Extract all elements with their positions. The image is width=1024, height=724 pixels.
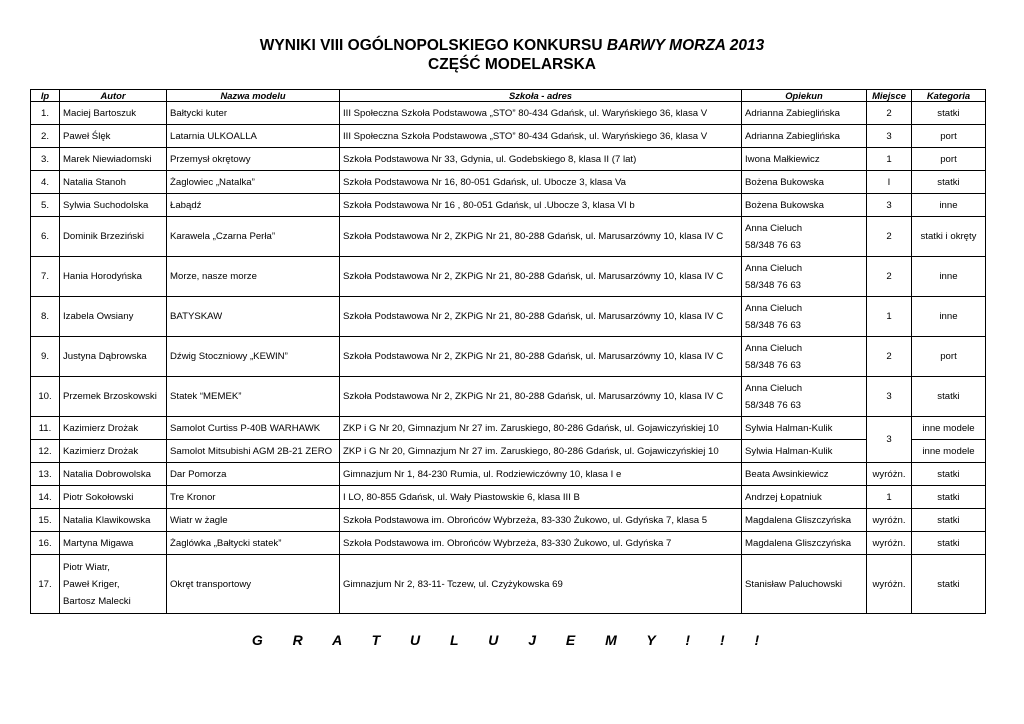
table-row (31, 417, 986, 440)
table-row (31, 440, 986, 463)
cell-miejsce: wyróżn. (867, 509, 912, 532)
cell-lp: 6. (31, 217, 60, 257)
cell-kategoria: statki (912, 555, 986, 614)
cell-model: Łabądź (167, 194, 340, 217)
cell-opiekun: Sylwia Halman-Kulik (742, 417, 867, 440)
cell-szkola: Szkoła Podstawowa im. Obrońców Wybrzeża, 83-330 Żukowo, ul. Gdyńska 7 (340, 532, 742, 555)
cell-model: Statek “MEMEK” (167, 377, 340, 417)
cell-kategoria: inne (912, 194, 986, 217)
cell-model: BATYSKAW (167, 297, 340, 337)
cell-opiekun: Adrianna Zabieglińska (742, 102, 867, 125)
table-row (31, 337, 986, 377)
cell-model: Dar Pomorza (167, 463, 340, 486)
cell-opiekun: Stanisław Paluchowski (742, 555, 867, 614)
cell-lp: 1. (31, 102, 60, 125)
opiekun-phone: 58/348 76 63 (745, 399, 802, 411)
table-row (31, 217, 986, 257)
cell-lp: 13. (31, 463, 60, 486)
cell-lp: 4. (31, 171, 60, 194)
cell-szkola: Szkoła Podstawowa Nr 16, 80-051 Gdańsk, ul. Ubocze 3, klasa Va (340, 171, 742, 194)
cell-szkola: I LO, 80-855 Gdańsk, ul. Wały Piastowskie 6, klasa III B (340, 486, 742, 509)
cell-model: Bałtycki kuter (167, 102, 340, 125)
table-row (31, 148, 986, 171)
cell-autor: Martyna Migawa (60, 532, 167, 555)
cell-autor: Piotr Sokołowski (60, 486, 167, 509)
table-row (31, 257, 986, 297)
cell-lp: 14. (31, 486, 60, 509)
cell-miejsce: wyróżn. (867, 555, 912, 614)
cell-szkola: III Społeczna Szkoła Podstawowa „STO” 80-434 Gdańsk, ul. Waryńskiego 36, klasa V (340, 102, 742, 125)
cell-miejsce: 2 (867, 217, 912, 257)
cell-model: Samolot Curtiss P-40B WARHAWK (167, 417, 340, 440)
cell-autor: Sylwia Suchodolska (60, 194, 167, 217)
cell-lp: 5. (31, 194, 60, 217)
header-lp: lp (31, 90, 60, 102)
cell-opiekun: Iwona Małkiewicz (742, 148, 867, 171)
cell-lp: 12. (31, 440, 60, 463)
opiekun-name: Anna Cieluch (745, 262, 803, 274)
cell-autor: Natalia Klawikowska (60, 509, 167, 532)
cell-kategoria: statki (912, 377, 986, 417)
title-italic: BARWY MORZA 2013 (606, 37, 765, 54)
cell-miejsce: 3 (867, 417, 912, 463)
table-row (31, 555, 986, 614)
cell-szkola: ZKP i G Nr 20, Gimnazjum Nr 27 im. Zaruskiego, 80-286 Gdańsk, ul. Gojawiczyńskiej 10 (340, 440, 742, 463)
cell-kategoria: inne modele (912, 440, 986, 463)
autor-2: Paweł Kriger, (63, 578, 120, 590)
cell-autor: Natalia Stanoh (60, 171, 167, 194)
cell-model: Karawela „Czarna Perła” (167, 217, 340, 257)
opiekun-phone: 58/348 76 63 (745, 279, 802, 291)
cell-autor: Kazimierz Drożak (60, 440, 167, 463)
cell-opiekun: Andrzej Łopatniuk (742, 486, 867, 509)
cell-kategoria: port (912, 337, 986, 377)
table-row (31, 171, 986, 194)
cell-szkola: Szkoła Podstawowa Nr 33, Gdynia, ul. Godebskiego 8, klasa II (7 lat) (340, 148, 742, 171)
table-row (31, 377, 986, 417)
cell-model: Żaglowiec „Natalka” (167, 171, 340, 194)
header-miejsce: Miejsce (867, 90, 912, 102)
cell-szkola: ZKP i G Nr 20, Gimnazjum Nr 27 im. Zaruskiego, 80-286 Gdańsk, ul. Gojawiczyńskiej 10 (340, 417, 742, 440)
cell-kategoria: port (912, 125, 986, 148)
cell-autor: Hania Horodyńska (60, 257, 167, 297)
cell-szkola: Szkoła Podstawowa Nr 16 , 80-051 Gdańsk, ul .Ubocze 3, klasa VI b (340, 194, 742, 217)
cell-opiekun: Magdalena Gliszczyńska (742, 532, 867, 555)
cell-szkola: III Społeczna Szkoła Podstawowa „STO” 80-434 Gdańsk, ul. Waryńskiego 36, klasa V (340, 125, 742, 148)
cell-kategoria: statki (912, 532, 986, 555)
cell-lp: 3. (31, 148, 60, 171)
header-autor: Autor (60, 90, 167, 102)
opiekun-name: Anna Cieluch (745, 222, 803, 234)
cell-autor: Marek Niewiadomski (60, 148, 167, 171)
cell-lp: 7. (31, 257, 60, 297)
cell-model: Latarnia ULKOALLA (167, 125, 340, 148)
cell-miejsce: 1 (867, 297, 912, 337)
table-row (31, 297, 986, 337)
cell-lp: 9. (31, 337, 60, 377)
header-kategoria: Kategoria (912, 90, 986, 102)
cell-szkola: Szkoła Podstawowa Nr 2, ZKPiG Nr 21, 80-288 Gdańsk, ul. Marusarzówny 10, klasa IV C (340, 217, 742, 257)
cell-lp: 16. (31, 532, 60, 555)
table-row (31, 463, 986, 486)
opiekun-name: Anna Cieluch (745, 302, 803, 314)
cell-miejsce: 2 (867, 102, 912, 125)
cell-szkola: Szkoła Podstawowa Nr 2, ZKPiG Nr 21, 80-288 Gdańsk, ul. Marusarzówny 10, klasa IV C (340, 377, 742, 417)
cell-model: Tre Kronor (167, 486, 340, 509)
cell-kategoria: statki i okręty (912, 217, 986, 257)
title-prefix: WYNIKI VIII OGÓLNOPOLSKIEGO KONKURSU (259, 37, 607, 54)
cell-miejsce: 2 (867, 257, 912, 297)
cell-lp: 15. (31, 509, 60, 532)
cell-miejsce: 3 (867, 125, 912, 148)
cell-miejsce: 3 (867, 194, 912, 217)
page-title (0, 37, 1024, 55)
cell-szkola: Szkoła Podstawowa Nr 2, ZKPiG Nr 21, 80-288 Gdańsk, ul. Marusarzówny 10, klasa IV C (340, 257, 742, 297)
cell-lp: 10. (31, 377, 60, 417)
cell-autor: Dominik Brzeziński (60, 217, 167, 257)
header-opiekun: Opiekun (742, 90, 867, 102)
cell-opiekun (742, 257, 867, 297)
cell-model: Morze, nasze morze (167, 257, 340, 297)
cell-miejsce: 1 (867, 148, 912, 171)
cell-opiekun (742, 217, 867, 257)
footer-congratulations: G R A T U L U J E M Y ! ! ! (251, 632, 773, 648)
table-header-row (31, 90, 986, 102)
cell-lp: 17. (31, 555, 60, 614)
table-row (31, 102, 986, 125)
cell-kategoria: statki (912, 509, 986, 532)
cell-autor: Izabela Owsiany (60, 297, 167, 337)
cell-opiekun (742, 337, 867, 377)
cell-kategoria: inne (912, 297, 986, 337)
cell-lp: 2. (31, 125, 60, 148)
cell-szkola: Szkoła Podstawowa im. Obrońców Wybrzeża, 83-330 Żukowo, ul. Gdyńska 7, klasa 5 (340, 509, 742, 532)
cell-kategoria: inne (912, 257, 986, 297)
cell-autor: Justyna Dąbrowska (60, 337, 167, 377)
cell-opiekun: Adrianna Zabieglińska (742, 125, 867, 148)
cell-model: Wiatr w żagle (167, 509, 340, 532)
header-model: Nazwa modelu (167, 90, 340, 102)
cell-model: Samolot Mitsubishi AGM 2B-21 ZERO (167, 440, 340, 463)
opiekun-phone: 58/348 76 63 (745, 239, 802, 251)
opiekun-phone: 58/348 76 63 (745, 359, 802, 371)
table-row (31, 125, 986, 148)
cell-autor: Przemek Brzoskowski (60, 377, 167, 417)
cell-miejsce: I (867, 171, 912, 194)
cell-autor (60, 555, 167, 614)
cell-szkola: Gimnazjum Nr 1, 84-230 Rumia, ul. Rodziewiczówny 10, klasa I e (340, 463, 742, 486)
cell-opiekun (742, 297, 867, 337)
cell-opiekun (742, 377, 867, 417)
page-subtitle: CZĘŚĆ MODELARSKA (428, 56, 596, 73)
cell-opiekun: Beata Awsinkiewicz (742, 463, 867, 486)
cell-miejsce: wyróżn. (867, 532, 912, 555)
cell-opiekun: Bożena Bukowska (742, 171, 867, 194)
cell-model: Dźwig Stoczniowy „KEWIN” (167, 337, 340, 377)
cell-opiekun: Magdalena Gliszczyńska (742, 509, 867, 532)
opiekun-phone: 58/348 76 63 (745, 319, 802, 331)
cell-szkola: Szkoła Podstawowa Nr 2, ZKPiG Nr 21, 80-288 Gdańsk, ul. Marusarzówny 10, klasa IV C (340, 337, 742, 377)
results-table (30, 89, 986, 614)
cell-autor: Kazimierz Drożak (60, 417, 167, 440)
cell-autor: Natalia Dobrowolska (60, 463, 167, 486)
header-szkola: Szkoła - adres (340, 90, 742, 102)
table-row (31, 509, 986, 532)
cell-lp: 11. (31, 417, 60, 440)
cell-miejsce: wyróżn. (867, 463, 912, 486)
autor-1: Piotr Wiatr, (63, 561, 110, 573)
cell-model: Przemysł okrętowy (167, 148, 340, 171)
cell-kategoria: statki (912, 102, 986, 125)
table-row (31, 532, 986, 555)
cell-szkola: Gimnazjum Nr 2, 83-11- Tczew, ul. Czyżykowska 69 (340, 555, 742, 614)
cell-szkola: Szkoła Podstawowa Nr 2, ZKPiG Nr 21, 80-288 Gdańsk, ul. Marusarzówny 10, klasa IV C (340, 297, 742, 337)
cell-miejsce: 2 (867, 337, 912, 377)
cell-kategoria: inne modele (912, 417, 986, 440)
cell-opiekun: Bożena Bukowska (742, 194, 867, 217)
table-row (31, 486, 986, 509)
cell-opiekun: Sylwia Halman-Kulik (742, 440, 867, 463)
cell-model: Okręt transportowy (167, 555, 340, 614)
cell-miejsce: 1 (867, 486, 912, 509)
cell-kategoria: statki (912, 463, 986, 486)
cell-kategoria: port (912, 148, 986, 171)
cell-kategoria: statki (912, 171, 986, 194)
cell-autor: Paweł Ślęk (60, 125, 167, 148)
opiekun-name: Anna Cieluch (745, 382, 803, 394)
cell-autor: Maciej Bartoszuk (60, 102, 167, 125)
cell-lp: 8. (31, 297, 60, 337)
cell-miejsce: 3 (867, 377, 912, 417)
cell-model: Żaglówka „Bałtycki statek” (167, 532, 340, 555)
opiekun-name: Anna Cieluch (745, 342, 803, 354)
autor-3: Bartosz Malecki (63, 595, 131, 607)
cell-kategoria: statki (912, 486, 986, 509)
table-row (31, 194, 986, 217)
